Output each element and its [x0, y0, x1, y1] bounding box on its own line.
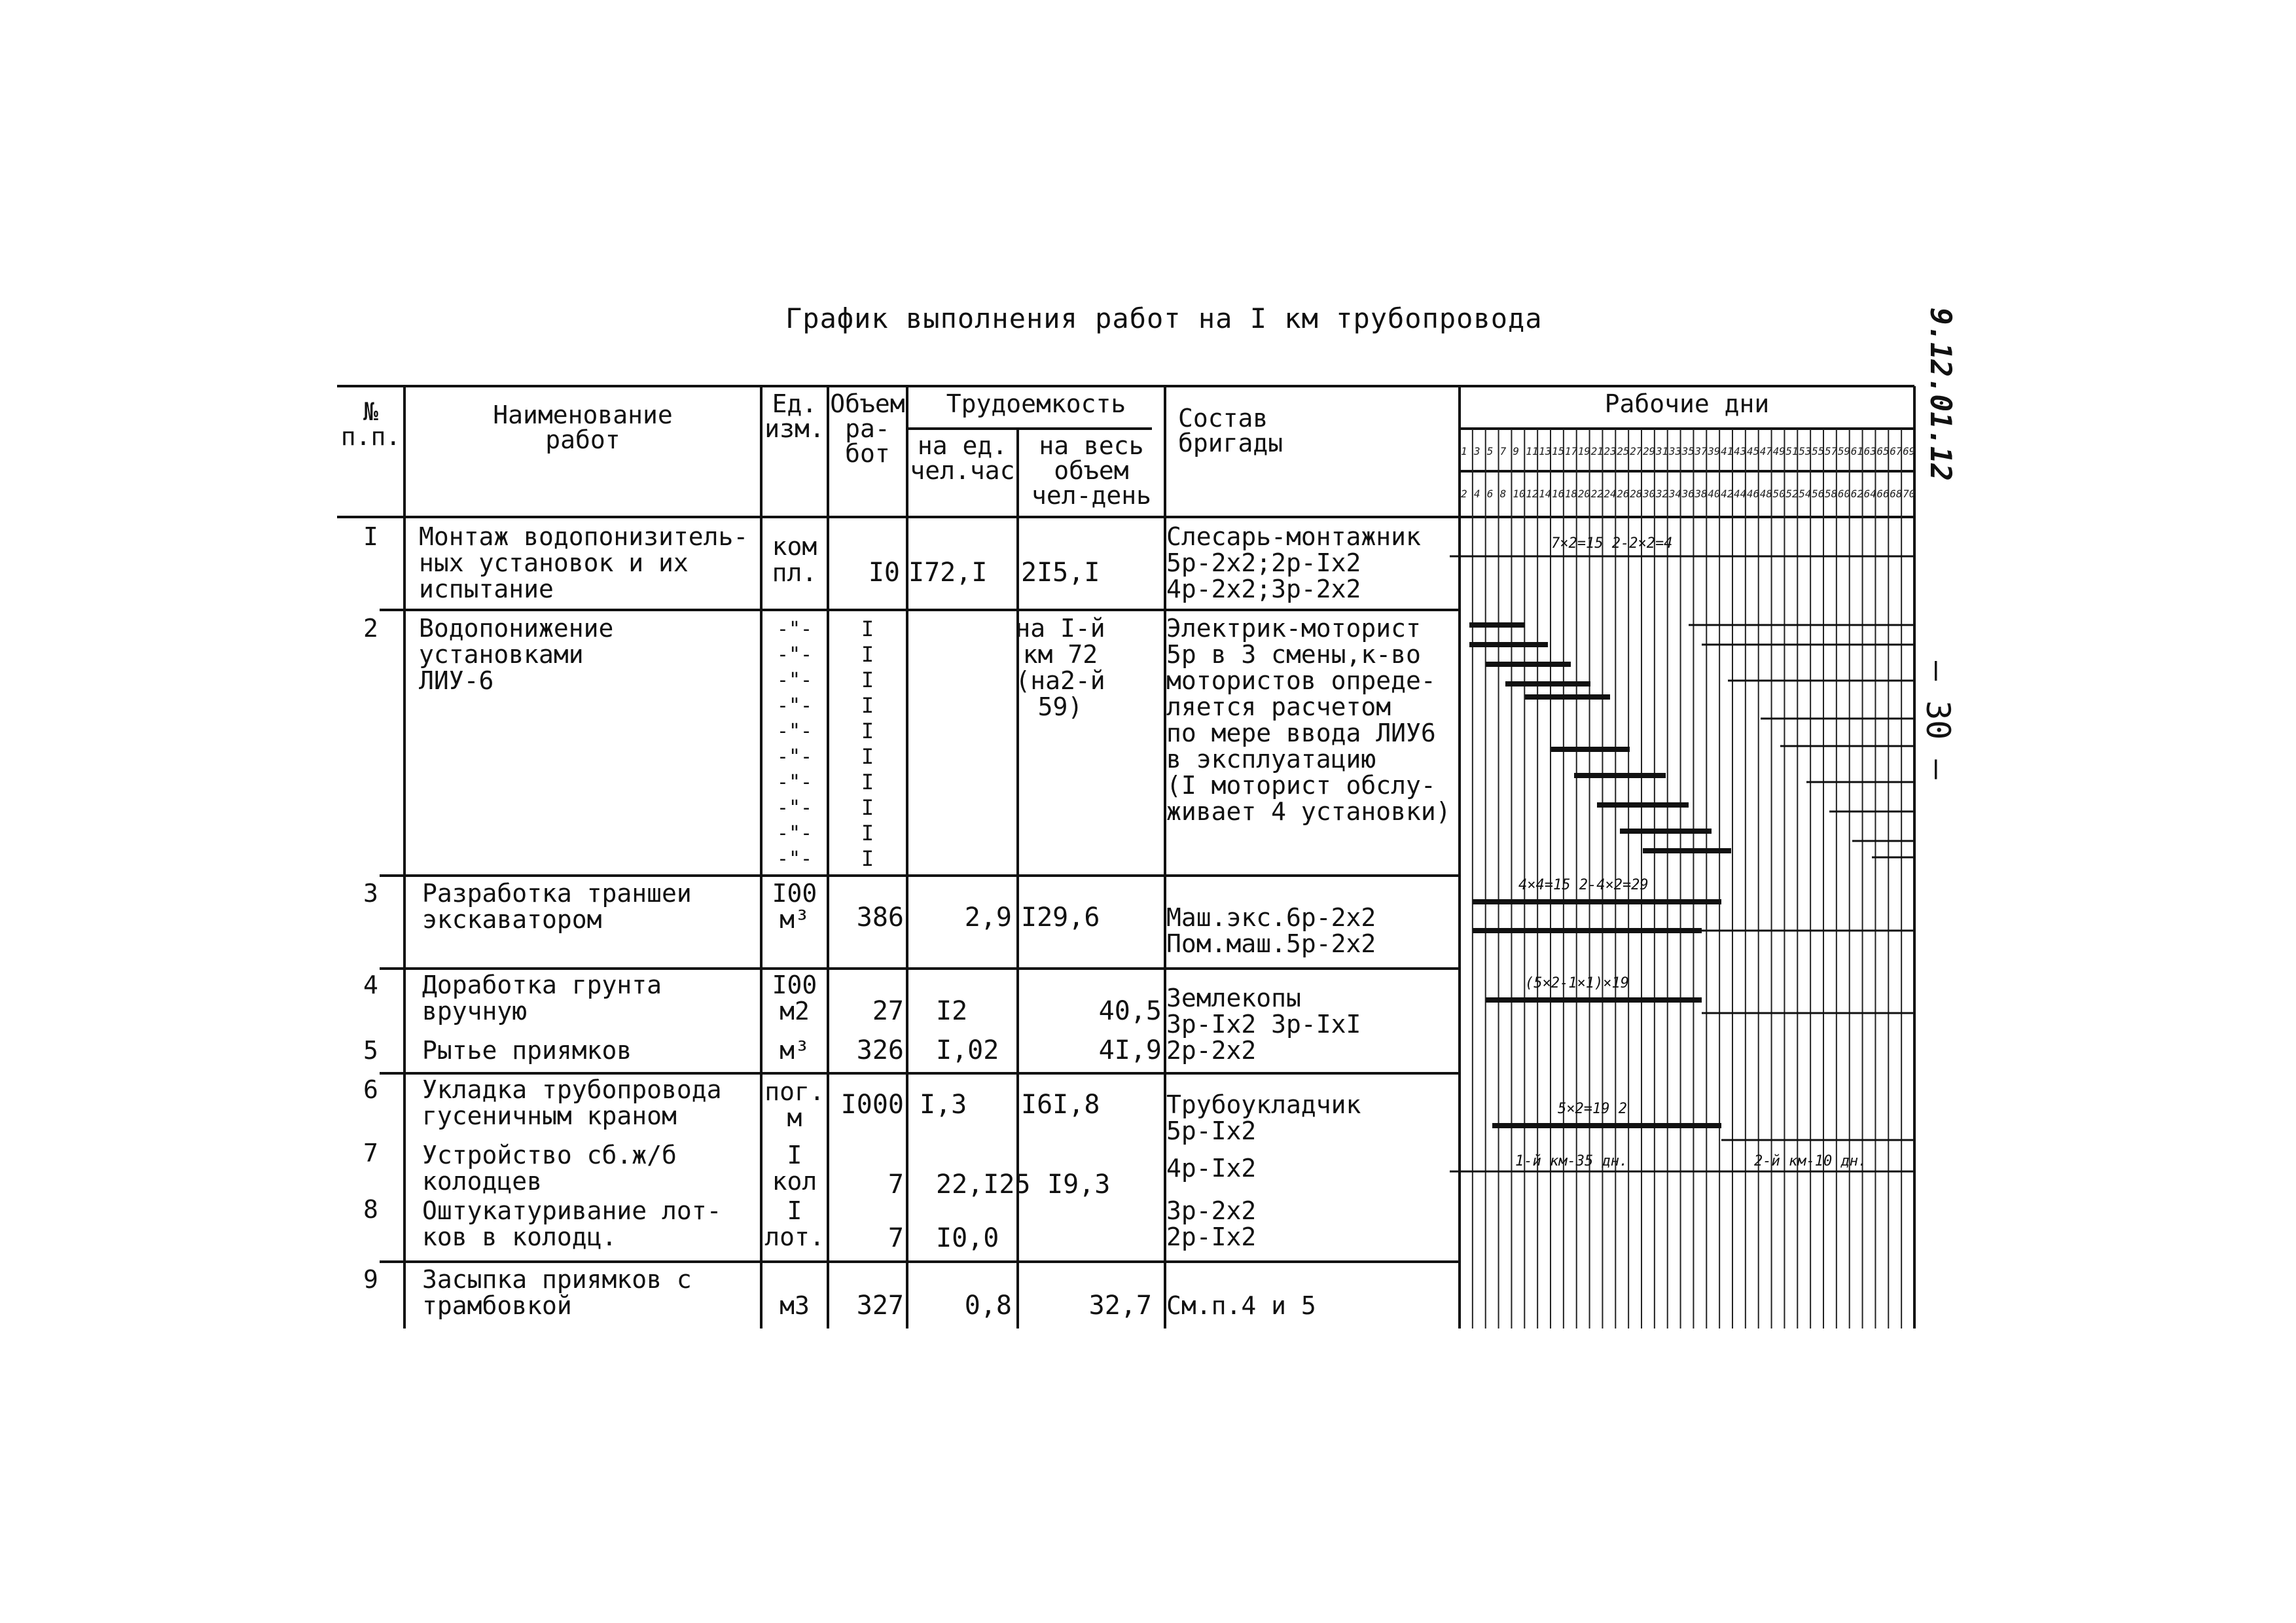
day-number: 19: [1577, 445, 1590, 457]
row6-volume: I000: [840, 1090, 904, 1120]
row4-number: 4: [363, 971, 378, 999]
row7-crew: 4р-Iх2: [1166, 1154, 1257, 1183]
row9-labor-unit: 0,8: [964, 1291, 1012, 1321]
day-number: 10: [1513, 488, 1526, 500]
header-labor-total: на весь объем чел-день: [1031, 431, 1152, 510]
row5-number: 5: [363, 1036, 378, 1065]
day-number: 44: [1734, 488, 1747, 500]
day-number: 31: [1655, 445, 1669, 457]
row6-work-name: Укладка трубопровода гусеничным краном: [422, 1075, 722, 1130]
day-number: 49: [1772, 445, 1785, 457]
day-number: 14: [1539, 488, 1552, 500]
row7-number: 7: [363, 1139, 378, 1168]
day-number: 51: [1785, 445, 1799, 457]
row5-work-name: Рытье приямков: [422, 1036, 632, 1065]
day-number: 68: [1890, 488, 1903, 500]
day-number: 46: [1746, 488, 1760, 500]
row8-unit: I лот.: [764, 1196, 825, 1251]
day-number: 34: [1668, 488, 1681, 500]
day-number: 15: [1552, 445, 1565, 457]
bar-label-row6: 5×2=19 2: [1558, 1101, 1627, 1117]
day-number: 11: [1526, 445, 1539, 457]
header-working-days: Рабочие дни: [1604, 389, 1770, 418]
row4-unit: I00 м2: [772, 971, 817, 1026]
day-number: 4: [1473, 488, 1480, 500]
row9-work-name: Засыпка приямков с трамбовкой: [422, 1265, 692, 1320]
row9-crew: См.п.4 и 5: [1166, 1291, 1316, 1320]
day-number: 61: [1850, 445, 1863, 457]
day-number: 22: [1590, 488, 1604, 500]
row9-labor-total: 32,7: [1088, 1291, 1152, 1321]
row5-volume: 326: [856, 1035, 904, 1065]
day-number: 2: [1461, 488, 1467, 500]
day-number: 21: [1590, 445, 1604, 457]
row6-labor-total: I6I,8: [1021, 1090, 1100, 1120]
day-number: 27: [1630, 445, 1643, 457]
day-number: 35: [1681, 445, 1695, 457]
day-number: 64: [1863, 488, 1876, 500]
row5-unit: м³: [780, 1036, 810, 1065]
header-labor: Трудоемкость: [946, 389, 1126, 418]
day-number: 65: [1876, 445, 1890, 457]
row7-labor-unit: 22,I25: [936, 1169, 1031, 1200]
day-number: 17: [1564, 445, 1578, 457]
row7-labor-total: I9,3: [1047, 1169, 1111, 1200]
row8-volume: 7: [888, 1223, 904, 1253]
row1-work-name: Монтаж водопонизитель- ных установок и их испытание: [419, 522, 749, 603]
header-crew: Состав бригады: [1178, 404, 1283, 457]
day-number: 63: [1863, 445, 1876, 457]
day-number: 43: [1734, 445, 1747, 457]
day-number: 70: [1903, 488, 1916, 500]
day-number: 3: [1473, 445, 1480, 457]
row6-crew: Трубоукладчик 5р-Iх2: [1166, 1090, 1361, 1145]
day-number: 69: [1903, 445, 1916, 457]
row8-number: 8: [363, 1195, 378, 1224]
row5-labor-total: 4I,9: [1098, 1035, 1162, 1065]
day-number: 59: [1837, 445, 1851, 457]
row3-crew: Маш.экс.6р-2х2 Пом.маш.5р-2х2: [1166, 903, 1376, 958]
day-number: 47: [1759, 445, 1772, 457]
day-number: 53: [1799, 445, 1812, 457]
row1-labor-total: 2I5,I: [1021, 558, 1100, 588]
day-numbers-top: [1460, 445, 1914, 469]
row8-crew: 3р-2х2 2р-Iх2: [1166, 1196, 1257, 1251]
day-number: 6: [1486, 488, 1494, 500]
row4-work-name: Доработка грунта вручную: [422, 971, 662, 1026]
header-number: № п.п.: [340, 397, 401, 451]
row9-unit: м3: [780, 1291, 810, 1320]
row2-unit: -"- -"- -"- -"- -"- -"- -"- -"- -"- -"-: [776, 618, 813, 870]
day-number: 60: [1837, 488, 1851, 500]
document-code: 9.12.01.12: [1924, 308, 1957, 481]
row2-labor-note: на I-й км 72 (на2-й 59): [1015, 614, 1105, 721]
day-number: 45: [1746, 445, 1760, 457]
day-number: 54: [1799, 488, 1812, 500]
row2-work-name: Водопонижение установками ЛИУ-6: [419, 614, 614, 695]
header-work-name: Наименование работ: [493, 401, 673, 454]
day-number: 20: [1577, 488, 1590, 500]
day-number: 62: [1850, 488, 1863, 500]
row6-number: 6: [363, 1075, 378, 1104]
bar-label-row4: (5×2-1×1)×19: [1525, 975, 1629, 991]
row1-crew: Слесарь-монтажник 5р-2х2;2р-Iх2 4р-2х2;3р-2х2: [1166, 522, 1421, 603]
row2-crew: Электрик-моторист 5р в 3 смены,к-во мотористов опреде- ляется расчетом по мере ввода ЛИУ6 в эксплуатацию (I моторист обслу- живает 4 установки): [1166, 614, 1451, 826]
row8-work-name: Оштукатуривание лот- ков в колодц.: [422, 1196, 722, 1251]
header-volume: Объем ра- бот: [830, 389, 905, 468]
row1-number: I: [363, 522, 378, 551]
day-number: 1: [1461, 445, 1467, 457]
row4-labor-total: 40,5: [1098, 996, 1162, 1026]
bar-label-row3: 4×4=15 2-4×2=29: [1518, 877, 1649, 893]
day-number: 26: [1617, 488, 1630, 500]
day-number: 37: [1695, 445, 1708, 457]
row3-unit: I00 м³: [772, 879, 817, 934]
row1-volume: I0: [868, 558, 900, 588]
row1-labor-unit: I72,I: [908, 558, 988, 588]
row3-work-name: Разработка траншеи экскаватором: [422, 879, 692, 934]
row3-number: 3: [363, 879, 378, 908]
day-number: 38: [1695, 488, 1708, 500]
day-number: 5: [1486, 445, 1494, 457]
row7-unit: I кол: [772, 1141, 817, 1196]
day-number: 67: [1890, 445, 1903, 457]
day-number: 42: [1721, 488, 1734, 500]
row9-number: 9: [363, 1265, 378, 1294]
row3-labor-total: I29,6: [1021, 902, 1100, 933]
bar-label-row1: 7×2=15 2-2×2=4: [1551, 535, 1673, 552]
day-numbers-bottom: [1460, 488, 1914, 511]
row6-labor-unit: I,3: [920, 1090, 967, 1120]
day-number: 66: [1876, 488, 1890, 500]
row7-work-name: Устройство сб.ж/б колодцев: [422, 1141, 677, 1196]
day-number: 55: [1812, 445, 1825, 457]
day-number: 12: [1526, 488, 1539, 500]
row3-labor-unit: 2,9: [964, 902, 1012, 933]
day-number: 9: [1513, 445, 1520, 457]
day-number: 58: [1825, 488, 1838, 500]
day-number: 30: [1643, 488, 1656, 500]
row4-volume: 27: [872, 996, 904, 1026]
document-title: График выполнения работ на I км трубопровода: [785, 302, 1543, 334]
day-number: 56: [1812, 488, 1825, 500]
day-number: 24: [1604, 488, 1617, 500]
day-number: 8: [1499, 488, 1507, 500]
header-unit: Ед. изм.: [764, 389, 825, 443]
row9-volume: 327: [856, 1291, 904, 1321]
day-number: 57: [1825, 445, 1838, 457]
day-number: 52: [1785, 488, 1799, 500]
row2-volume: I I I I I I I I I I: [861, 616, 874, 871]
day-number: 39: [1708, 445, 1721, 457]
page-number: — 30 —: [1919, 661, 1957, 779]
day-number: 7: [1499, 445, 1507, 457]
day-number: 33: [1668, 445, 1681, 457]
bar-label-row7a: 1-й км-35 дн.: [1515, 1153, 1628, 1169]
day-number: 32: [1655, 488, 1669, 500]
bar-label-row7b: 2-й км-10 дн.: [1754, 1153, 1867, 1169]
day-number: 36: [1681, 488, 1695, 500]
day-number: 48: [1759, 488, 1772, 500]
day-number: 40: [1708, 488, 1721, 500]
day-number: 23: [1604, 445, 1617, 457]
row1-unit: ком пл.: [772, 532, 817, 587]
row3-volume: 386: [856, 902, 904, 933]
row8-labor-unit: I0,0: [936, 1223, 999, 1253]
row4-crew: Землекопы 3р-Iх2 3р-IхI 2р-2х2: [1166, 984, 1361, 1065]
row7-volume: 7: [888, 1169, 904, 1200]
day-number: 29: [1643, 445, 1656, 457]
row5-labor-unit: I,02: [936, 1035, 999, 1065]
day-number: 16: [1552, 488, 1565, 500]
header-labor-per-unit: на ед. чел.час: [910, 431, 1015, 485]
row4-labor-unit: I2: [936, 996, 968, 1026]
row6-unit: пог. м: [764, 1077, 825, 1132]
day-number: 50: [1772, 488, 1785, 500]
day-number: 13: [1539, 445, 1552, 457]
day-number: 25: [1617, 445, 1630, 457]
row2-number: 2: [363, 614, 378, 643]
day-number: 28: [1630, 488, 1643, 500]
day-number: 41: [1721, 445, 1734, 457]
day-number: 18: [1564, 488, 1578, 500]
